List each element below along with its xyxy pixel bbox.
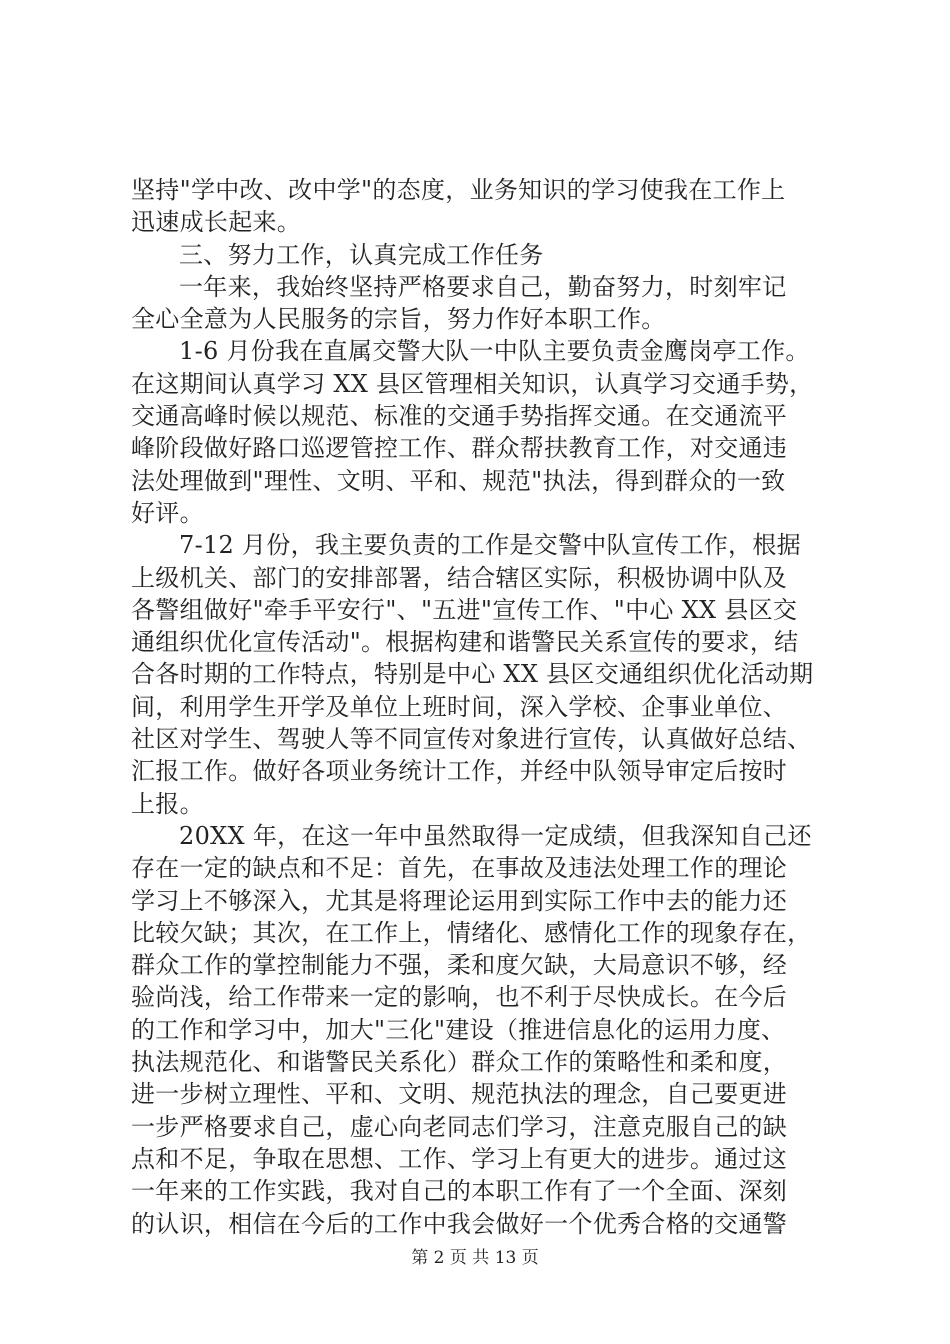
text-line: 的工作和学习中，加大"三化"建设（推进信息化的运用力度、: [131, 1015, 786, 1044]
text-line: 7-12 月份，我主要负责的工作是交警中队宣传工作，根据: [179, 531, 801, 560]
text-line: 执法规范化、和谐警民关系化）群众工作的策略性和柔和度，: [131, 1048, 788, 1077]
text-line: 存在一定的缺点和不足：首先，在事故及违法处理工作的理论: [131, 854, 788, 883]
text-line: 20XX 年，在这一年中虽然取得一定成绩，但我深知自己还: [179, 821, 812, 850]
text-line: 各警组做好"牵手平安行"、"五进"宣传工作、"中心 XX 县区交: [131, 595, 798, 624]
text-line: 交通高峰时候以规范、标准的交通手势指挥交通。在交通流平: [131, 402, 788, 431]
text-line: 进一步树立理性、平和、文明、规范执法的理念，自己要更进: [131, 1080, 788, 1109]
text-line: 好评。: [131, 498, 204, 527]
document-body: [131, 174, 831, 1240]
text-line: 一年来的工作实践，我对自己的本职工作有了一个全面、深刻: [131, 1177, 788, 1206]
text-line: 比较欠缺；其次，在工作上，情绪化、感情化工作的现象存在，: [131, 918, 812, 947]
text-line: 一年来，我始终坚持严格要求自己，勤奋努力，时刻牢记: [179, 272, 787, 301]
text-line: 迅速成长起来。: [131, 208, 302, 237]
text-line: 1-6 月份我在直属交警大队一中队主要负责金鹰岗亭工作。: [179, 337, 810, 366]
text-line: 点和不足，争取在思想、工作、学习上有更大的进步。通过这: [131, 1144, 788, 1173]
text-line: 在这期间认真学习 XX 县区管理相关知识，认真学习交通手势，: [131, 369, 814, 398]
text-line: 学习上不够深入，尤其是将理论运用到实际工作中去的能力还: [131, 886, 788, 915]
text-line: 的认识，相信在今后的工作中我会做好一个优秀合格的交通警: [131, 1209, 788, 1238]
text-line: 验尚浅，给工作带来一定的影响，也不利于尽快成长。在今后: [131, 983, 788, 1012]
text-line: 法处理做到"理性、文明、平和、规范"执法，得到群众的一致: [131, 466, 786, 495]
page-number-footer: 第 2 页 共 13 页: [411, 1248, 539, 1268]
text-line: 合各时期的工作特点，特别是中心 XX 县区交通组织优化活动期: [131, 660, 814, 689]
text-line: 间，利用学生开学及单位上班时间，深入学校、企事业单位、: [131, 692, 788, 721]
text-line: 社区对学生、驾驶人等不同宣传对象进行宣传，认真做好总结、: [131, 725, 812, 754]
text-line: 一步严格要求自己，虚心向老同志们学习，注意克服自己的缺: [131, 1112, 788, 1141]
text-line: 汇报工作。做好各项业务统计工作，并经中队领导审定后按时: [131, 757, 788, 786]
text-line: 坚持"学中改、改中学"的态度，业务知识的学习使我在工作上: [131, 176, 786, 204]
text-line: 全心全意为人民服务的宗旨，努力作好本职工作。: [131, 305, 666, 334]
text-line: 通组织优化宣传活动"。根据构建和谐警民关系宣传的要求，结: [131, 628, 799, 657]
text-line: 上报。: [131, 789, 204, 818]
section-heading: 三、努力工作，认真完成工作任务: [179, 240, 544, 269]
text-line: 上级机关、部门的安排部署，结合辖区实际，积极协调中队及: [131, 563, 788, 592]
text-line: 峰阶段做好路口巡逻管控工作、群众帮扶教育工作，对交通违: [131, 434, 788, 463]
text-line: 群众工作的掌控制能力不强，柔和度欠缺，大局意识不够，经: [131, 951, 788, 980]
